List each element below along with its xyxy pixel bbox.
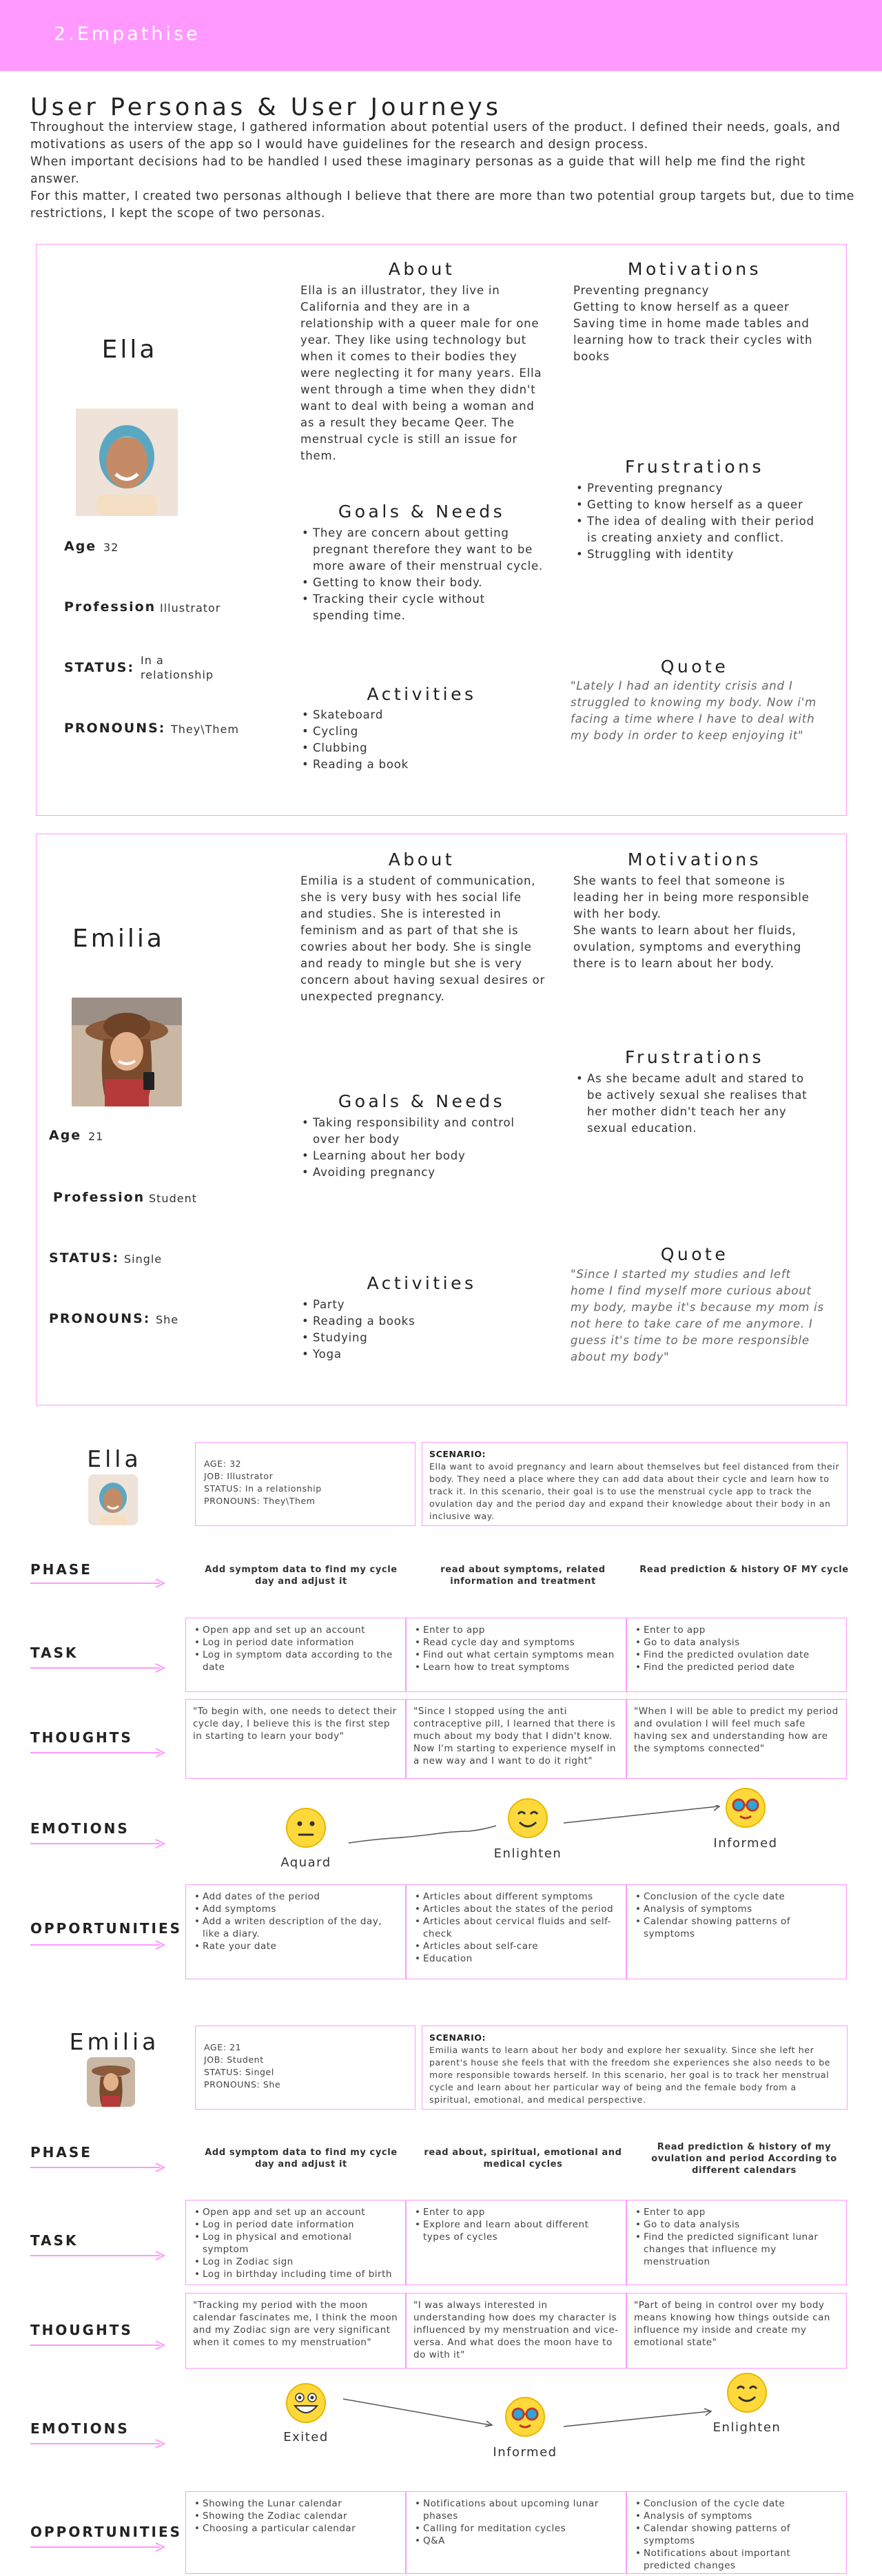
emotion-label: Exited bbox=[283, 2430, 329, 2444]
opportunity-cell bbox=[406, 2491, 626, 2574]
list-item: • Reading a book bbox=[300, 756, 543, 773]
emotion-label: Aquard bbox=[280, 1855, 331, 1870]
thought-cell bbox=[185, 2293, 406, 2369]
opportunity-cell bbox=[185, 2491, 406, 2574]
list-item: • Enter to app bbox=[634, 2206, 839, 2218]
list-item: • As she became adult and stared to be actively sexual she realises that her mother didn't teach her any sexual education. bbox=[575, 1071, 823, 1137]
phase-heading: Read prediction & history OF MY cycle bbox=[639, 1565, 849, 1575]
list-item: • Clubbing bbox=[300, 740, 543, 756]
scenario-box bbox=[422, 2026, 848, 2110]
list-item: • Log in physical and emotional symptom bbox=[193, 2231, 398, 2256]
info-line: STATUS: In a relationship bbox=[204, 1483, 322, 1494]
list-item: • Log in period date information bbox=[193, 2218, 398, 2231]
thought-cell bbox=[406, 1699, 626, 1779]
section-header bbox=[0, 0, 882, 71]
arrow-icon bbox=[30, 1839, 165, 1848]
scenario-heading: SCENARIO: bbox=[429, 2032, 486, 2043]
list-item: • Read cycle day and symptoms bbox=[413, 1636, 619, 1649]
avatar bbox=[72, 998, 182, 1106]
neutral-face-icon bbox=[285, 1807, 327, 1848]
list-item: • Analysis of symptoms bbox=[634, 1903, 839, 1915]
thought-text: "Part of being in control over my body means knowing how things outside can influence my inside and create my emotional state" bbox=[634, 2300, 830, 2348]
thought-text: "To begin with, one needs to detect their cycle day, I believe this is the first step in starting to learn your body" bbox=[193, 1706, 397, 1742]
emotions-label: EMOTIONS bbox=[30, 1820, 130, 1837]
list-item: • Add symptoms bbox=[193, 1903, 398, 1915]
activities-list bbox=[300, 1297, 543, 1363]
list-item: • Learning about her body bbox=[300, 1148, 543, 1164]
list-item: • Find out what certain symptoms mean bbox=[413, 1649, 619, 1661]
opportunities-label: OPPORTUNITIES bbox=[30, 1920, 183, 1937]
emotions-label: EMOTIONS bbox=[30, 2420, 130, 2437]
list-item: • Reading a books bbox=[300, 1313, 543, 1330]
list-item: • Find the predicted significant lunar changes that influence my menstruation bbox=[634, 2231, 839, 2268]
motivation-item: Preventing pregnancy bbox=[573, 284, 710, 297]
list-item: • Conclusion of the cycle date bbox=[634, 2497, 839, 2510]
list-item: • Analysis of symptoms bbox=[634, 2510, 839, 2522]
about-heading: About bbox=[388, 849, 455, 869]
list-item: • Articles about the states of the period bbox=[413, 1903, 619, 1915]
list-item: • Open app and set up an account bbox=[193, 1624, 398, 1636]
task-cell bbox=[185, 2200, 406, 2285]
emotion-label: Informed bbox=[713, 1836, 778, 1851]
list-item: • Notifications about upcoming lunar phases bbox=[413, 2497, 619, 2522]
list-item: • Go to data analysis bbox=[634, 2218, 839, 2231]
goals-heading: Goals & Needs bbox=[338, 1091, 506, 1111]
intro-text bbox=[30, 119, 857, 223]
list-item: • Enter to app bbox=[413, 2206, 619, 2218]
arrow-icon bbox=[30, 1748, 165, 1758]
list-item: • Rate your date bbox=[193, 1940, 398, 1952]
emotion-label: Informed bbox=[493, 2445, 557, 2460]
emotion-label: Enlighten bbox=[493, 1846, 562, 1861]
list-item: • Struggling with identity bbox=[575, 546, 817, 563]
emotion-curve bbox=[338, 2398, 724, 2432]
age-label: Age bbox=[49, 1128, 82, 1143]
task-cell bbox=[406, 2200, 626, 2285]
list-item: • Learn how to treat symptoms bbox=[413, 1661, 619, 1673]
list-item: • Getting to know their body. bbox=[300, 575, 543, 591]
quote-heading: Quote bbox=[660, 1244, 729, 1264]
scenario-heading: SCENARIO: bbox=[429, 1449, 486, 1459]
quote-text: "Since I started my studies and left home I find myself more curious about my body, maybe it's because my mom is not here to take care of me anymore. I guess it's time to be more responsible about my body" bbox=[571, 1268, 824, 1363]
task-label: TASK bbox=[30, 2232, 79, 2249]
journey-persona-name: Emilia bbox=[69, 2028, 160, 2055]
motivation-item: Getting to know herself as a queer bbox=[573, 300, 790, 313]
persona-name: Ella bbox=[101, 336, 158, 364]
thought-cell bbox=[626, 1699, 847, 1779]
task-cell bbox=[185, 1618, 406, 1692]
journey-persona-name: Ella bbox=[87, 1445, 142, 1472]
list-item: • Enter to app bbox=[413, 1624, 619, 1636]
list-item: • Getting to know herself as a queer bbox=[575, 497, 817, 513]
phase-heading: Add symptom data to find my cycle day and adjust it bbox=[205, 1565, 398, 1587]
phase-heading: Add symptom data to find my cycle day and adjust it bbox=[205, 2147, 398, 2170]
quote-text: "Lately I had an identity crisis and I struggled to knowing my body. Now i'm facing a time where I have to deal with my body in order to keep enjoying it" bbox=[571, 679, 817, 742]
thoughts-label: THOUGHTS bbox=[30, 2322, 133, 2338]
list-item: • Log in Zodiac sign bbox=[193, 2256, 398, 2268]
opportunity-cell bbox=[185, 1884, 406, 1979]
arrow-icon bbox=[30, 2163, 165, 2172]
arrow-icon bbox=[30, 1940, 165, 1950]
list-item: • Showing the Zodiac calendar bbox=[193, 2510, 398, 2522]
emotion-label: Enlighten bbox=[712, 2420, 781, 2435]
thought-text: "Since I stopped using the anti contraceptive pill, I learned that there is much about my body that I didn't know. Now I'm starting to experience myself in a new way and I want to do it right" bbox=[413, 1706, 616, 1766]
list-item: • Go to data analysis bbox=[634, 1636, 839, 1649]
motivations-text bbox=[573, 282, 816, 365]
goals-list bbox=[300, 1115, 543, 1181]
quote-heading: Quote bbox=[660, 657, 729, 677]
list-item: • Avoiding pregnancy bbox=[300, 1164, 543, 1181]
list-item: • Showing the Lunar calendar bbox=[193, 2497, 398, 2510]
arrow-icon bbox=[30, 2542, 165, 2552]
thought-cell bbox=[406, 2293, 626, 2369]
pronouns-label: PRONOUNS: bbox=[64, 721, 166, 736]
list-item: • Education bbox=[413, 1952, 619, 1965]
section-title: 2.Empathise bbox=[54, 23, 201, 45]
list-item: • Yoga bbox=[300, 1346, 543, 1363]
sunglasses-face-icon bbox=[725, 1787, 766, 1828]
pronouns-value: They\Them bbox=[171, 723, 239, 736]
motivations-text bbox=[573, 873, 820, 972]
list-item: • Party bbox=[300, 1297, 543, 1313]
info-line: AGE: 32 bbox=[204, 1459, 242, 1469]
phase-heading: read about symptoms, related information and treatment bbox=[440, 1565, 606, 1587]
motivation-item: She wants to learn about her fluids, ovulation, symptoms and everything there is to learn about her body. bbox=[573, 924, 802, 970]
about-text: Emilia is a student of communication, she is very busy with hes social life and studies. She is interested in feminism and as part of that she is cowries about her body. She is single and ready to mingle but she is very concern about having sexual desires or unexpected pregnancy. bbox=[300, 874, 546, 1003]
thought-text: "Tracking my period with the moon calendar fascinates me, I think the moon and my Zodiac sign are very significant when it comes to my menstruation" bbox=[193, 2300, 398, 2348]
arrow-icon bbox=[30, 2439, 165, 2449]
pronouns-label: PRONOUNS: bbox=[49, 1311, 151, 1326]
info-line: JOB: Illustrator bbox=[204, 1471, 274, 1481]
list-item: • Q&A bbox=[413, 2535, 619, 2547]
phase-label: PHASE bbox=[30, 2144, 92, 2161]
activities-heading: Activities bbox=[367, 1273, 477, 1293]
list-item: • Notifications about important predicted changes bbox=[634, 2547, 839, 2572]
list-item: • Studying bbox=[300, 1330, 543, 1346]
task-cell bbox=[406, 1618, 626, 1692]
persona-info-box bbox=[195, 2026, 416, 2110]
info-line: AGE: 21 bbox=[204, 2042, 242, 2052]
opportunity-cell bbox=[626, 1884, 847, 1979]
info-line: PRONOUNS: She bbox=[204, 2079, 281, 2090]
list-item: • Find the predicted period date bbox=[634, 1661, 839, 1673]
intro-paragraph: When important decisions had to be handled I used these imaginary personas as a guide that will help me find the right answer. bbox=[30, 155, 806, 186]
list-item: • Articles about cervical fluids and self-check bbox=[413, 1915, 619, 1940]
list-item: • Explore and learn about different types of cycles bbox=[413, 2218, 619, 2243]
phase-heading: Read prediction & history of my ovulation and period According to different calendars bbox=[651, 2142, 837, 2176]
motivation-item: She wants to feel that someone is leading her in being more responsible with her body. bbox=[573, 874, 810, 920]
list-item: • Preventing pregnancy bbox=[575, 480, 817, 497]
age-label: Age bbox=[64, 539, 97, 554]
task-label: TASK bbox=[30, 1645, 79, 1661]
list-item: • Add a writen description of the day, like a diary. bbox=[193, 1915, 398, 1940]
motivations-heading: Motivations bbox=[627, 849, 762, 869]
frustrations-list bbox=[575, 480, 817, 563]
activities-list bbox=[300, 707, 543, 773]
list-item: • Tracking their cycle without spending time. bbox=[300, 591, 543, 624]
motivation-item: Saving time in home made tables and learning how to track their cycles with books bbox=[573, 317, 813, 363]
smiling-face-icon bbox=[726, 2372, 768, 2413]
arrow-icon bbox=[30, 1663, 165, 1673]
arrow-icon bbox=[30, 2251, 165, 2260]
activities-heading: Activities bbox=[367, 684, 477, 704]
status-value: Single bbox=[124, 1253, 163, 1266]
thought-cell bbox=[185, 1699, 406, 1779]
frustrations-list bbox=[575, 1071, 823, 1137]
avatar bbox=[88, 1474, 138, 1525]
frustrations-heading: Frustrations bbox=[624, 1047, 765, 1067]
list-item: • Articles about self-care bbox=[413, 1940, 619, 1952]
opportunities-label: OPPORTUNITIES bbox=[30, 2524, 183, 2540]
task-cell bbox=[626, 1618, 847, 1692]
profession-label: Profession bbox=[64, 599, 156, 615]
list-item: • Find the predicted ovulation date bbox=[634, 1649, 839, 1661]
pronouns-value: She bbox=[156, 1313, 179, 1326]
profession-value: Illustrator bbox=[160, 601, 221, 615]
age-value: 32 bbox=[103, 541, 119, 554]
list-item: • Skateboard bbox=[300, 707, 543, 723]
list-item: • Calendar showing patterns of symptoms bbox=[634, 2522, 839, 2547]
arrow-icon bbox=[30, 1578, 165, 1588]
list-item: • Add dates of the period bbox=[193, 1890, 398, 1903]
info-line: STATUS: Singel bbox=[204, 2067, 274, 2077]
profession-label: Profession bbox=[53, 1190, 145, 1205]
list-item: • Cycling bbox=[300, 723, 543, 740]
list-item: • Choosing a particular calendar bbox=[193, 2522, 398, 2535]
list-item: • Calendar showing patterns of symptoms bbox=[634, 1915, 839, 1940]
list-item: • Log in period date information bbox=[193, 1636, 398, 1649]
thought-cell bbox=[626, 2293, 847, 2369]
page-title: User Personas & User Journeys bbox=[30, 94, 502, 121]
list-item: • Taking responsibility and control over her body bbox=[300, 1115, 543, 1148]
arrow-icon bbox=[30, 2340, 165, 2350]
age-value: 21 bbox=[88, 1130, 104, 1143]
list-item: • Articles about different symptoms bbox=[413, 1890, 619, 1903]
list-item: • Log in birthday including time of birth bbox=[193, 2268, 398, 2280]
list-item: • They are concern about getting pregnant therefore they want to be more aware of their menstrual cycle. bbox=[300, 525, 543, 575]
list-item: • Log in symptom data according to the date bbox=[193, 1649, 398, 1673]
status-label: STATUS: bbox=[49, 1250, 120, 1266]
status-value: In a relationship bbox=[141, 654, 214, 681]
info-line: JOB: Student bbox=[204, 2054, 264, 2065]
avatar bbox=[76, 409, 178, 516]
goals-list bbox=[300, 525, 543, 624]
emotion-curve bbox=[345, 1805, 730, 1846]
thoughts-label: THOUGHTS bbox=[30, 1729, 133, 1746]
opportunity-cell bbox=[626, 2491, 847, 2574]
info-line: PRONOUNS: They\Them bbox=[204, 1496, 316, 1506]
phase-label: PHASE bbox=[30, 1561, 92, 1578]
list-item: • The idea of dealing with their period is creating anxiety and conflict. bbox=[575, 513, 817, 546]
motivations-heading: Motivations bbox=[627, 259, 762, 279]
opportunity-cell bbox=[406, 1884, 626, 1979]
persona-info-box bbox=[195, 1442, 416, 1526]
persona-name: Emilia bbox=[72, 925, 165, 953]
intro-paragraph: Throughout the interview stage, I gathered information about potential users of the product. I defined their needs, goals, and motivations as users of the app so I would have guidelines for the research and design process. bbox=[30, 121, 841, 152]
thought-text: "When I will be able to predict my period and ovulation I will feel much safe having sex and understanding how are the symptoms connected" bbox=[634, 1706, 839, 1754]
list-item: • Enter to app bbox=[634, 1624, 839, 1636]
frustrations-heading: Frustrations bbox=[624, 457, 765, 477]
about-text: Ella is an illustrator, they live in California and they are in a relationship with a queer male for one year. They like using technology but when it comes to their bodies they were neglecting it for many years. Ella went through a time when they didn't want to deal with being a woman and as a result they became Qeer. The menstrual cycle is still an issue for them. bbox=[300, 284, 542, 462]
list-item: • Open app and set up an account bbox=[193, 2206, 398, 2218]
about-heading: About bbox=[388, 259, 455, 279]
grinning-face-icon bbox=[285, 2382, 327, 2424]
scenario-box bbox=[422, 1442, 848, 1526]
scenario-text: Emilia wants to learn about her body and explore her sexuality. Since she left her parent's house she feels that with the freedom she experiences she also needs to be more responsible towards herself. In this scenario, her goal is to track her menstrual cycle and learn about her particular way of being and the female body from a spiritual, emotional, and medical perspective. bbox=[429, 2045, 831, 2105]
thought-text: "I was always interested in understanding how does my character is influenced by my menstruation and vice-versa. And what does the moon have to do with it" bbox=[413, 2300, 619, 2360]
phase-heading: read about, spiritual, emotional and medical cycles bbox=[424, 2147, 622, 2170]
list-item: • Conclusion of the cycle date bbox=[634, 1890, 839, 1903]
list-item: • Calling for meditation cycles bbox=[413, 2522, 619, 2535]
task-cell bbox=[626, 2200, 847, 2285]
scenario-text: Ella want to avoid pregnancy and learn about themselves but feel distanced from their body. They need a place where they can add data about their cycle and learn how to track it. In this scenario, their goal is to use the menstrual cycle app to track the ovulation day and the period day and expand their knowledge about their body in an inclusive way. bbox=[429, 1461, 840, 1521]
avatar bbox=[87, 2057, 135, 2107]
goals-heading: Goals & Needs bbox=[338, 502, 506, 522]
profession-value: Student bbox=[149, 1192, 197, 1205]
status-label: STATUS: bbox=[64, 660, 135, 675]
intro-paragraph: For this matter, I created two personas although I believe that there are more than two potential group targets but, due to time restrictions, I kept the scope of two personas. bbox=[30, 189, 854, 220]
